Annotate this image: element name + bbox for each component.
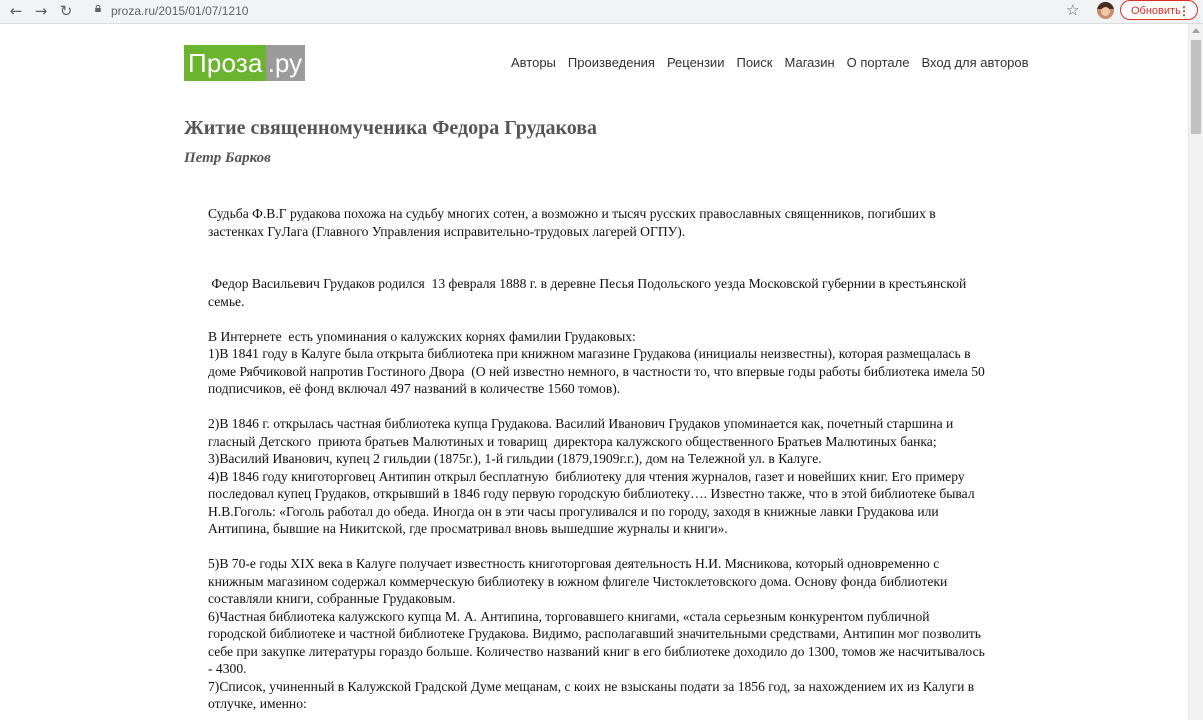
paragraph: 4)В 1846 году книготорговец Антипин открыл бесплатную библиотеку для чтения журналов, газет и новейших книг. Его примеру последовал купец Грудаков, открывший в 1846 году первую городскую библиотеку…. Известно также, что в этой библиотеке бывал Н.В.Гоголь: «Гоголь работал до обеда. Иногда он в эти часы прогуливался и по городу, заходя в книжные лавки Грудакова или Антипина, бывшие на Никитской, где просматривал вновь вышедшие журналы и книги». bbox=[208, 468, 979, 536]
nav-search[interactable]: Поиск bbox=[736, 55, 773, 70]
paragraph: Федор Васильевич Грудаков родился 13 февраля 1888 г. в деревне Песья Подольского уезда Московской губернии в крестьянской семье. bbox=[208, 276, 970, 309]
profile-avatar[interactable] bbox=[1097, 2, 1114, 19]
update-button-label: Обновить bbox=[1131, 5, 1181, 17]
page-title: Житие священномученика Федора Грудакова bbox=[184, 117, 598, 139]
nav-works[interactable]: Произведения bbox=[567, 55, 655, 70]
forward-icon[interactable]: → bbox=[34, 2, 48, 20]
logo-text-right: .ру bbox=[266, 45, 305, 81]
nav-shop[interactable]: Магазин bbox=[784, 55, 835, 70]
nav-authors[interactable]: Авторы bbox=[511, 55, 556, 70]
paragraph: 7)Список, учиненный в Калужской Градской Думе мещанам, с коих не взысканы подати за 1856 год, за нахождением их из Калуги в отлучке, именно: bbox=[208, 678, 978, 711]
reload-icon[interactable]: ↻ bbox=[59, 2, 73, 20]
back-icon[interactable]: ← bbox=[9, 2, 23, 20]
paragraph: В Интернете есть упоминания о калужских корнях фамилии Грудаковых: bbox=[208, 328, 636, 344]
article-body bbox=[208, 205, 988, 713]
browser-toolbar bbox=[0, 0, 1203, 24]
paragraph: 6)Частная библиотека калужского купца М. А. Антипина, торговавшего книгами, «стала серьезным конкурентом публичной городской библиотеке и частной библиотеке Грудакова. Видимо, располагавший значительными средствами, Антипин мог позволить себе при закупке литературы гораздо больше. Количество названий книг в его библиотеке доходило до 1300, томов же насчитывалось - 4300. bbox=[208, 608, 989, 676]
paragraph: 5)В 70-е годы XIX века в Калуге получает известность книготорговая деятельность Н.И. Мясникова, который одновременно с книжным магазином содержал коммерческую библиотеку в южном флигеле Чистоклетовского дома. Основу фонда библиотеки составляли книги, собранные Грудаковым. bbox=[208, 556, 951, 606]
menu-dots-icon[interactable]: ⋮ bbox=[1178, 4, 1190, 18]
nav-reviews[interactable]: Рецензии bbox=[666, 55, 725, 70]
scroll-up-icon[interactable] bbox=[1192, 28, 1200, 33]
paragraph: 2)В 1846 г. открылась частная библиотека купца Грудакова. Василий Иванович Грудаков упоминается как, почетный старшина и гласный Детского приюта братьев Малютиных и товарищ директора калужского общественного Братьев Малютиных банка; bbox=[208, 416, 957, 449]
site-logo[interactable] bbox=[184, 45, 305, 81]
paragraph: Судьба Ф.В.Г рудакова похожа на судьбу многих сотен, а возможно и тысяч русских православных священников, погибших в застенках ГуЛага (Главного Управления исправительно-трудовых лагерей ОГПУ). bbox=[208, 206, 940, 239]
lock-icon bbox=[94, 5, 102, 12]
nav-login[interactable]: Вход для авторов bbox=[921, 55, 1029, 70]
address-bar[interactable]: proza.ru/2015/01/07/1210 bbox=[111, 4, 249, 18]
update-button[interactable] bbox=[1120, 0, 1198, 20]
logo-text-left: Проза bbox=[184, 45, 266, 81]
main-nav bbox=[511, 55, 1041, 71]
nav-about[interactable]: О портале bbox=[846, 55, 910, 70]
star-icon[interactable]: ☆ bbox=[1066, 1, 1080, 19]
paragraph: 1)В 1841 году в Калуге была открыта библиотека при книжном магазине Грудакова (инициалы неизвестны), которая размещалась в доме Рябчиковой напротив Гостиного Двора (О ней известно немного, в частности то, что впервые годы работы библиотека имела 50 подписчиков, её фонд включал 497 названий в количестве 1560 томов). bbox=[208, 346, 989, 396]
paragraph: 3)Василий Иванович, купец 2 гильдии (1875г.), 1-й гильдии (1879,1909г.г.), дом на Тележной ул. в Калуге. bbox=[208, 451, 822, 466]
scroll-thumb[interactable] bbox=[1191, 40, 1201, 134]
page-scrollbar[interactable] bbox=[1188, 24, 1203, 720]
author-link[interactable]: Петр Барков bbox=[184, 150, 271, 166]
